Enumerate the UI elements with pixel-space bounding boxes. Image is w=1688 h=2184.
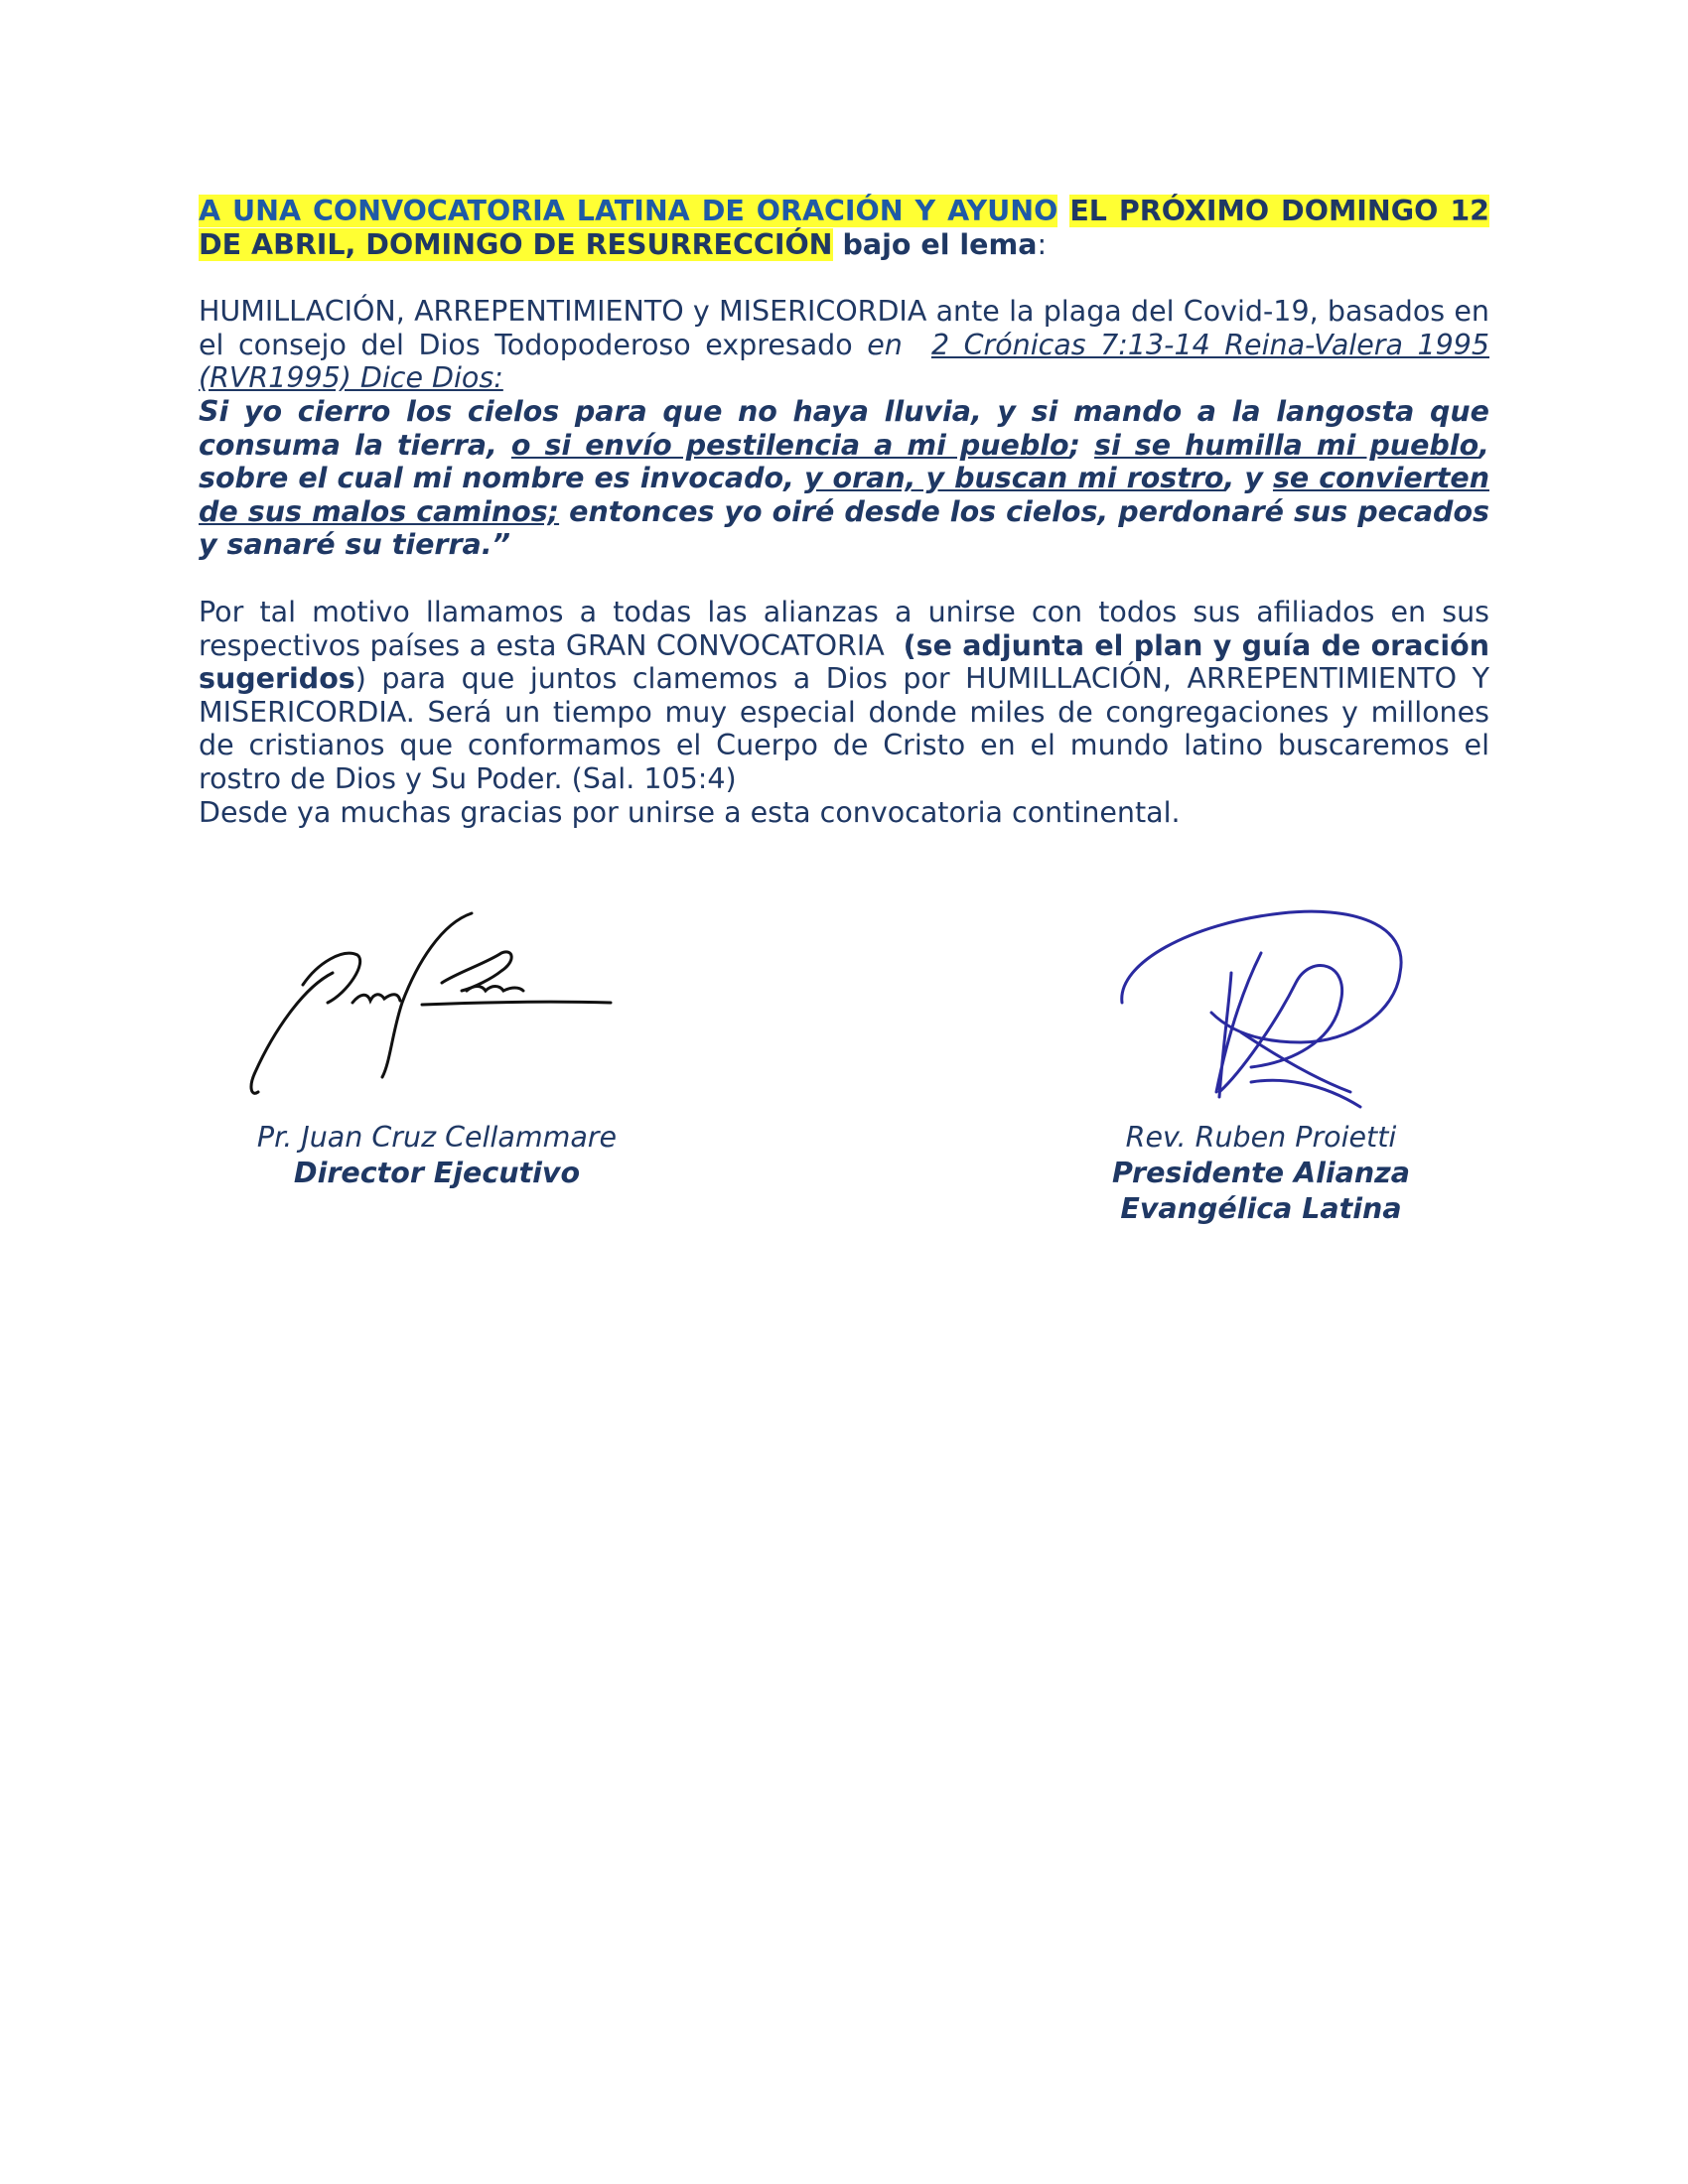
call-paragraph	[199, 596, 1489, 796]
signature-right	[1072, 1120, 1450, 1227]
verse-underline-3: y oran, y buscan mi rostro	[803, 462, 1224, 495]
signer-role: Director Ejecutivo	[293, 1157, 581, 1189]
intro-en: en	[867, 328, 903, 361]
headline	[199, 195, 1489, 261]
intro-paragraph	[199, 295, 1489, 395]
signature-right-image	[1112, 893, 1420, 1122]
verse-segment-5: entonces yo oiré desde los cielos, perdonaré sus pecados y sanaré su tierra.”	[199, 494, 1490, 562]
scripture-verse	[199, 395, 1489, 562]
headline-convocatoria: A UNA CONVOCATORIA LATINA DE ORACIÓN Y AYUNO	[199, 195, 1058, 227]
headline-lema: bajo el lema	[842, 227, 1038, 261]
scripture-reference: 2 Crónicas 7:13-14 Reina-Valera 1995 (RVR1995) Dice Dios:	[199, 328, 1489, 395]
call-text-2: ) para que juntos clamemos a Dios por HUMILLACIÓN, ARREPENTIMIENTO Y MISERICORDIA. Será un tiempo muy especial donde miles de congregaciones y millones de cristianos que conformamos el Cuerpo de Cristo en el mundo latino buscaremos el rostro de Dios y Su Poder. (Sal. 105:4)	[199, 662, 1489, 795]
signer-name: Rev. Ruben Proietti	[1125, 1121, 1397, 1154]
intro-text: HUMILLACIÓN, ARREPENTIMIENTO y MISERICORDIA ante la plaga del Covid-19, basados en el consejo del Dios Todopoderoso expresado	[199, 295, 1489, 361]
verse-segment-3: , sobre el cual mi nombre es invocado,	[199, 428, 1489, 495]
thanks-line: Desde ya muchas gracias por unirse a esta convocatoria continental.	[199, 795, 1181, 829]
call-attachment-note: (se adjunta el plan y guía de oración sugeridos	[199, 628, 1489, 696]
headline-date: EL PRÓXIMO DOMINGO 12 DE ABRIL, DOMINGO DE RESURRECCIÓN	[199, 195, 1489, 261]
verse-segment-2: ;	[1068, 428, 1081, 462]
verse-underline-4: se convierten de sus malos caminos;	[199, 462, 1489, 528]
call-text-1: Por tal motivo llamamos a todas las alianzas a unirse con todos sus afiliados en sus respectivos países a esta GRAN CONVOCATORIA	[199, 595, 1489, 662]
letter-body	[199, 195, 1489, 829]
verse-underline-2: si se humilla mi pueblo	[1094, 428, 1479, 462]
verse-segment-1: Si yo cierro los cielos para que no haya lluvia, y si mando a la langosta que consuma la tierra,	[199, 394, 1489, 462]
signature-left-image	[243, 893, 621, 1112]
signature-left	[228, 1120, 645, 1191]
signer-name: Pr. Juan Cruz Cellammare	[256, 1121, 618, 1154]
headline-colon: :	[1037, 227, 1048, 261]
verse-segment-4: , y	[1223, 462, 1263, 495]
signer-role: Presidente Alianza Evangélica Latina	[1112, 1157, 1410, 1225]
verse-underline-1: o si envío pestilencia a mi pueblo	[510, 428, 1069, 462]
